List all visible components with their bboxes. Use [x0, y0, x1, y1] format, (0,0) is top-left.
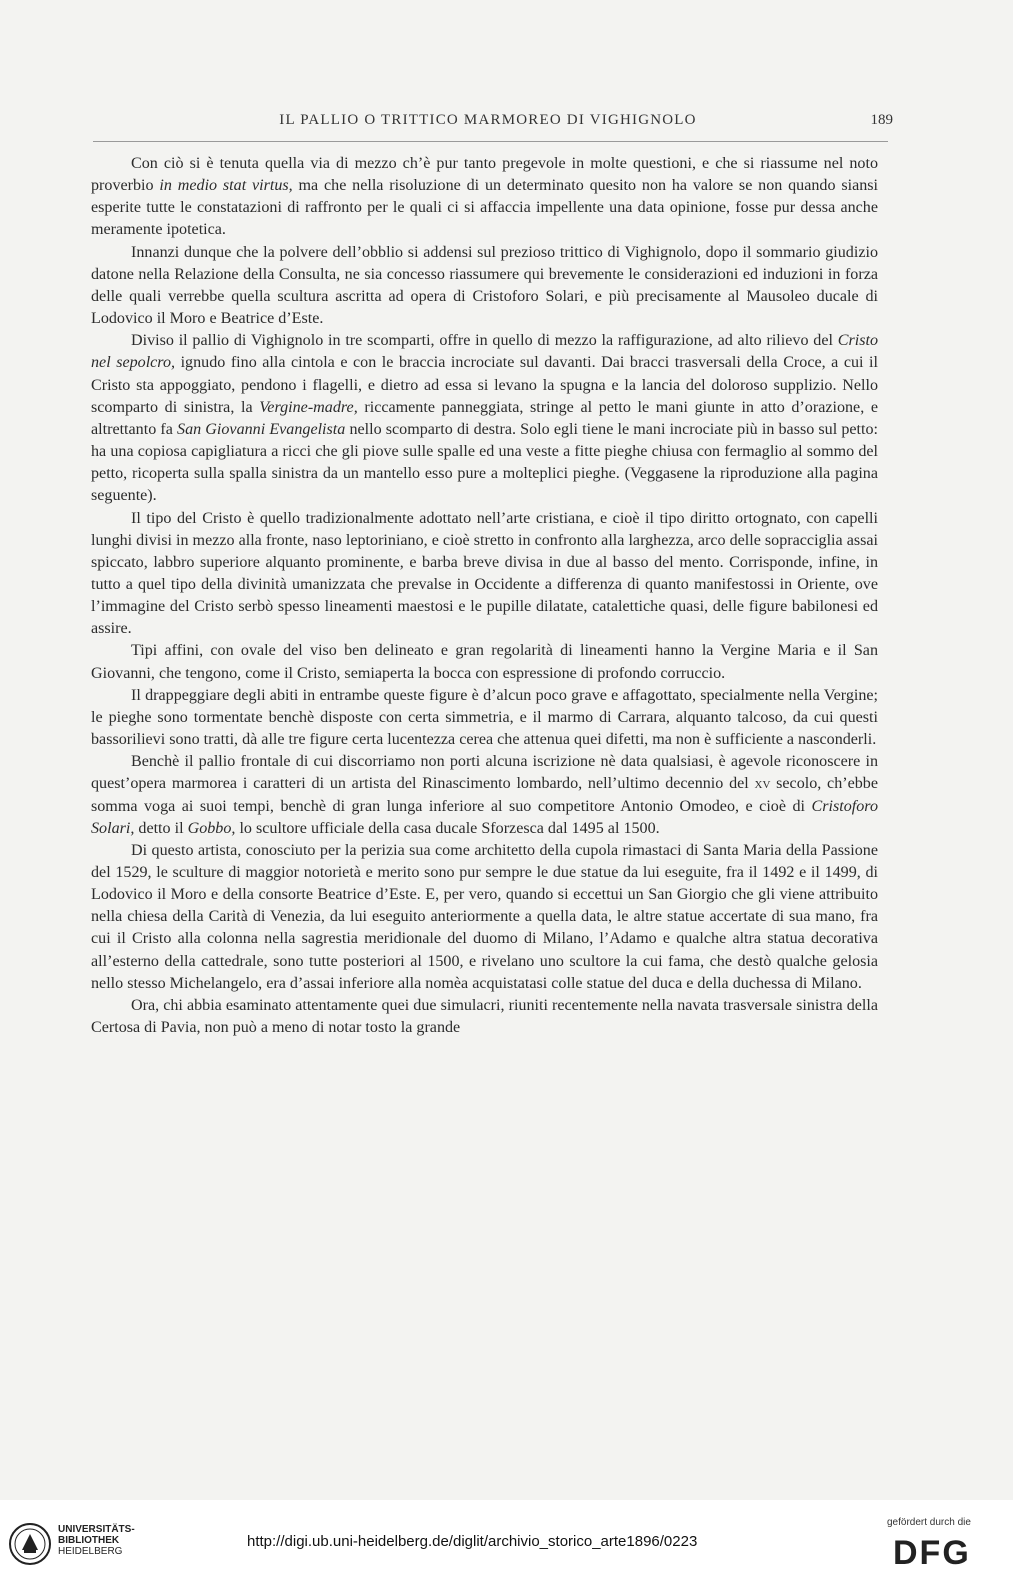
running-title: IL PALLIO O TRITTICO MARMOREO DI VIGHIGNOLO [279, 112, 697, 128]
header-rule [93, 141, 888, 142]
paragraph-3: Diviso il pallio di Vighignolo in tre scomparti, offre in quello di mezzo la raffigurazione, ad alto rilievo del Cristo nel sepolcro, ignudo fino alla cintola e con le braccia incrociate sul davanti. Dai bracci trasversali della Croce, a cui il Cristo sta appoggiato, pendono i flagelli, e dietro ad essa si levano la spugna e la lancia del doloroso supplizio. Nello scomparto di sinistra, la Vergine-madre, riccamente panneggiata, stringe al petto le mani giunte in atto d’orazione, e altrettanto fa San Giovanni Evangelista nello scomparto di destra. Solo egli tiene le mani incrociate più in basso sul petto: ha una copiosa capigliatura a ricci che gli piove sulle spalle ed una veste a fitte pieghe chiusa con fermaglio al sommo del petto, ricoperta sulla spalla sinistra da un mantello esso pure a molteplici pieghe. (Veggasene la riproduzione alla pagina seguente). [91, 332, 878, 505]
digitization-footer [0, 1500, 1013, 1591]
paragraph-6: Il drappeggiare degli abiti in entrambe queste figure è d’alcun poco grave e affagottato, specialmente nella Vergine; le pieghe sono tormentate benchè disposte con certa simmetria, e il marmo di Carrara, alquanto talcoso, da cui questi bassorilievi sono tratti, dà alle tre figure certa lucentezza cerea che attenua quei difetti, ma non è sufficiente a nasconderli. [91, 686, 878, 749]
dfg-logo: DFG [893, 1534, 971, 1572]
paragraph-4: Il tipo del Cristo è quello tradizionalmente adottato nell’arte cristiana, e cioè il tipo diritto ortognato, con capelli lunghi divisi in mezzo alla fronte, naso leptoriniano, e cioè stretto in confronto alla larghezza, arco delle sopracciglia assai spiccato, labbro superiore alquanto prominente, e barba breve divisa in due al basso del mento. Corrisponde, infine, in tutto a quel tipo della divinità umanizzata che prevalse in Occidente a differenza di quanto manifestossi in Oriente, ove l’immagine del Cristo serbò spesso lineamenti maestosi e le pupille dilatate, catalettiche quasi, delle figure babilonesi ed assire. [91, 509, 878, 638]
source-url-link[interactable]: http://digi.ub.uni-heidelberg.de/diglit/archivio_storico_arte1896/0223 [247, 1533, 698, 1550]
university-seal-icon [8, 1522, 52, 1566]
body-text [91, 153, 878, 1039]
paragraph-2: Innanzi dunque che la polvere dell’obblio si addensi sul prezioso trittico di Vighignolo, dopo il sommario giudizio datone nella Relazione della Consulta, ne sia concesso riassumere qui brevemente le considerazioni ed induzioni in forza delle quali verrebbe quella scultura ascritta ad opera di Cristoforo Solari, e più precisamente al Mausoleo ducale di Lodovico il Moro e Beatrice d’Este. [91, 243, 878, 328]
page-number: 189 [870, 112, 893, 128]
library-name: UNIVERSITÄTS- BIBLIOTHEK HEIDELBERG [58, 1524, 135, 1557]
paragraph-1: Con ciò si è tenuta quella via di mezzo ch’è pur tanto pregevole in molte questioni, e che si riassume nel noto proverbio in medio stat virtus, ma che nella risoluzione di un determinato quesito non ha valore se non quando siansi esperite tutte le constatazioni di raffronto per le quali ci si affaccia impellente una data opinione, fosse pur dessa anche meramente ipotetica. [91, 155, 878, 239]
paragraph-7: Benchè il pallio frontale di cui discorriamo non porti alcuna iscrizione nè data qualsiasi, è agevole riconoscere in quest’opera marmorea i caratteri di un artista del Rinascimento lombardo, nell’ultimo decennio del xv secolo, ch’ebbe somma voga ai suoi tempi, benchè di gran lunga inferiore al suo competitore Antonio Omodeo, e cioè di Cristoforo Solari, detto il Gobbo, lo scultore ufficiale della casa ducale Sforzesca dal 1495 al 1500. [91, 753, 878, 837]
funding-label: gefördert durch die [887, 1517, 971, 1528]
page-header [93, 112, 893, 136]
paragraph-9: Ora, chi abbia esaminato attentamente quei due simulacri, riuniti recentemente nella navata trasversale sinistra della Certosa di Pavia, non può a meno di notar tosto la grande [91, 996, 878, 1037]
paragraph-8: Di questo artista, conosciuto per la perizia sua come architetto della cupola rimastaci di Santa Maria della Passione del 1529, le sculture di maggior notorietà e merito sono pur sempre le due statue da lui eseguite, fra il 1492 e il 1499, di Lodovico il Moro e della consorte Beatrice d’Este. E, per vero, quando si eccettui un San Giorgio che gli viene attribuito nella chiesa della Carità di Venezia, da lui eseguito anteriormente a quella data, le altre statue accertate di sua mano, fra cui il Cristo alla colonna nella sagrestia meridionale del duomo di Milano, l’Adamo e qualche altra statua decorativa all’esterno della cattedrale, sono tutte posteriori al 1500, e rivelano uno scultore la cui fama, che destò qualche gelosia nello stesso Michelangelo, era d’assai inferiore alla nomèa acquistatasi colle statue del duca e della duchessa di Milano. [91, 841, 878, 992]
paragraph-5: Tipi affini, con ovale del viso ben delineato e gran regolarità di lineamenti hanno la Vergine Maria e il San Giovanni, che tengono, come il Cristo, semiaperta la bocca con espressione di profondo corruccio. [91, 642, 878, 682]
